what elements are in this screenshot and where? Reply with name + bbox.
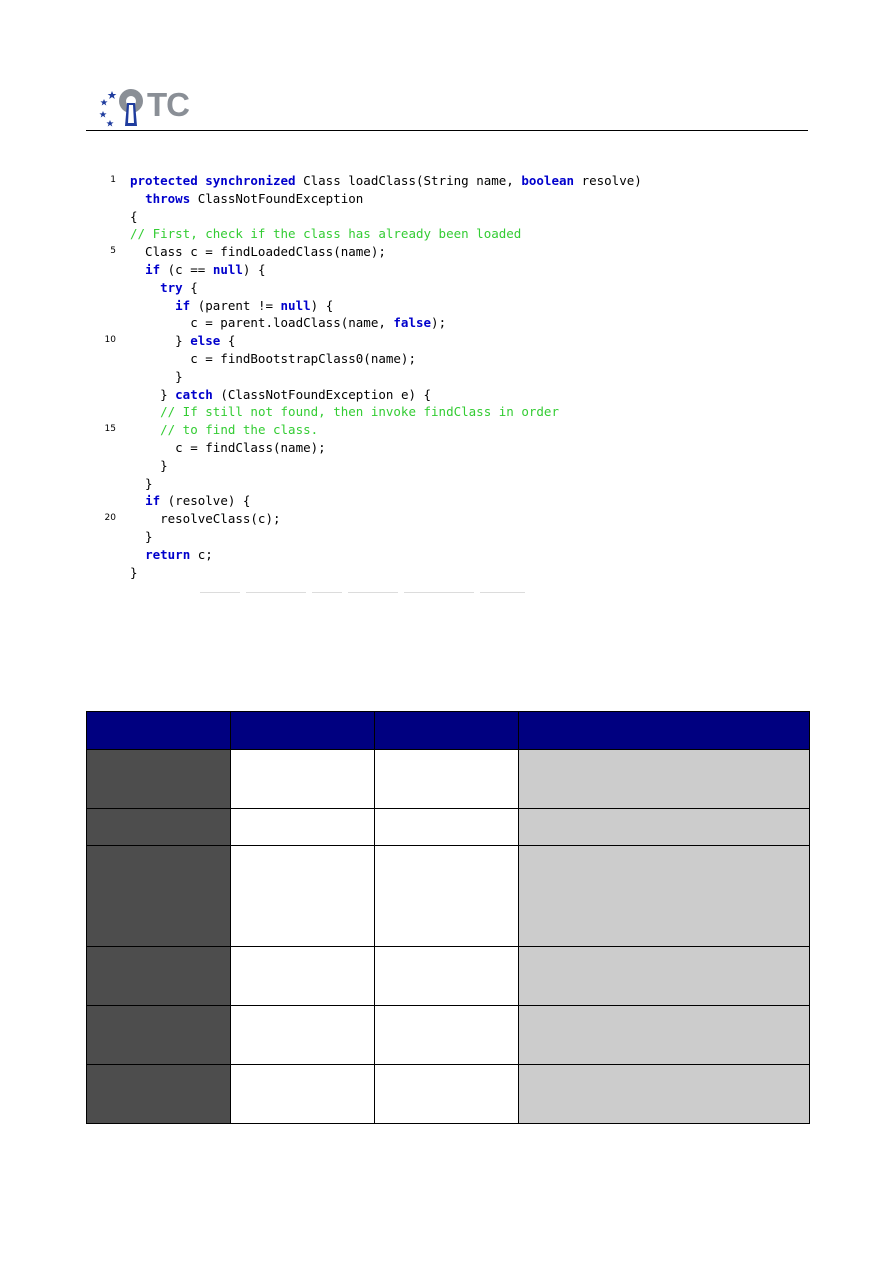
code-line [100,510,720,528]
table-cell [231,750,375,809]
code-text [130,510,281,528]
table-cell [231,846,375,947]
code-text [130,190,363,208]
table-row [87,1065,810,1124]
code-listing [100,172,720,581]
code-text [130,243,386,261]
code-line [100,421,720,439]
code-line [100,350,720,368]
code-text [130,297,333,315]
table-header-cell [231,712,375,750]
code-line [100,225,720,243]
code-keyword: else [190,333,221,349]
code-comment: // First, check if the class has already been loaded [130,226,522,242]
code-line [100,386,720,404]
code-token: (c == [160,261,213,277]
table-header-cell [519,712,810,750]
code-token: (resolve) { [160,493,251,509]
code-line [100,297,720,315]
code-token: { [130,208,138,224]
code-line [100,243,720,261]
code-token: } [130,457,168,473]
code-token [130,298,175,313]
line-number: 5 [110,246,116,257]
table-cell [519,809,810,846]
code-line [100,457,720,475]
table-row [87,846,810,947]
code-token: (ClassNotFoundException e) { [212,386,432,402]
code-keyword: false [393,315,432,331]
code-token: } [130,528,153,544]
code-token: } [130,386,176,402]
code-line [100,279,720,297]
table-header-cell [375,712,519,750]
code-line [100,314,720,332]
code-token: } [130,564,138,580]
code-keyword: if [175,297,191,313]
code-comment: // If still not found, then invoke findClass in order [160,404,559,420]
code-token: resolve) [574,173,642,188]
table-row [87,750,810,809]
table-cell [375,846,519,947]
code-token: ) { [310,297,334,313]
code-text [130,368,183,386]
keyhole-stars-logo-icon [98,86,148,128]
code-keyword: if [145,261,161,277]
code-text [130,172,642,190]
table-row [87,1006,810,1065]
code-token: { [182,279,198,295]
code-line [100,208,720,226]
code-keyword: try [160,279,183,295]
table-cell [87,750,231,809]
code-text [130,261,266,279]
table-cell [375,750,519,809]
code-text [130,279,198,297]
code-line [100,332,720,350]
page-header [86,84,808,131]
code-text [130,457,168,475]
code-text [130,421,318,439]
table-cell [87,846,231,947]
table-cell [375,947,519,1006]
code-line [100,528,720,546]
table-row [87,947,810,1006]
code-text [130,475,153,493]
table-cell [375,1006,519,1065]
code-token: ClassNotFoundException [190,190,364,206]
code-token: } [130,333,191,349]
code-text [130,350,416,368]
table-cell [231,947,375,1006]
itc-logo [98,86,198,128]
code-token: c = parent.loadClass(name, [130,315,394,331]
code-token [130,422,160,437]
code-text [130,403,559,421]
code-line [100,261,720,279]
code-line [100,172,720,190]
logo-text: TC [147,86,189,123]
table-cell [87,1065,231,1124]
code-keyword: catch [175,386,213,402]
table-cell [519,1065,810,1124]
code-text [130,492,250,510]
code-token: ) { [242,261,266,277]
table-header-row [87,712,810,750]
code-token: c = findBootstrapClass0(name); [130,350,416,366]
table-cell [231,1006,375,1065]
table-cell [519,1006,810,1065]
line-number: 1 [110,175,116,185]
code-keyword: throws [145,190,191,206]
code-text [130,528,153,546]
table-row [87,809,810,846]
code-keyword: null [280,297,311,313]
code-token: Class c = findLoadedClass(name); [130,244,386,260]
code-token: (parent != [190,297,281,313]
table-cell [231,1065,375,1124]
code-line [100,190,720,208]
code-text [130,314,446,332]
line-number: 10 [104,335,116,346]
code-keyword: null [212,261,243,277]
code-keyword: boolean [521,173,575,188]
code-line [100,439,720,457]
code-line [100,546,720,564]
table-header-cell [87,712,231,750]
code-token: { [220,333,236,349]
code-keyword: protected synchronized [130,173,296,188]
code-line [100,475,720,493]
faint-caption-artifact [200,585,620,593]
code-token: c = findClass(name); [130,439,326,455]
table-cell [87,1006,231,1065]
code-token: resolveClass(c); [130,511,281,527]
table-cell [375,809,519,846]
table-cell [231,809,375,846]
code-token: c; [190,546,213,562]
code-keyword: return [145,546,191,562]
code-text [130,564,138,582]
table-cell [375,1065,519,1124]
code-token [130,404,160,419]
code-text [130,439,326,457]
code-token [130,493,145,508]
code-token: Class loadClass(String name, [295,173,522,188]
code-token: } [130,368,183,384]
table-cell [519,750,810,809]
table-cell [519,947,810,1006]
line-number: 20 [104,513,116,524]
code-line [100,403,720,421]
code-token: } [130,475,153,491]
code-keyword: if [145,493,161,509]
code-token [130,547,145,562]
code-text [130,546,213,564]
table-cell [87,809,231,846]
code-comment: // to find the class. [160,422,319,438]
line-number: 15 [104,424,116,435]
code-line [100,368,720,386]
code-token [130,191,145,206]
code-line [100,564,720,582]
code-text [130,386,431,404]
code-token: ); [431,315,447,331]
code-token [130,280,160,295]
code-text [130,332,235,350]
code-line [100,492,720,510]
code-text [130,208,138,226]
table-cell [87,947,231,1006]
summary-table [86,711,810,1124]
code-token [130,262,145,277]
table-cell [519,846,810,947]
code-text [130,225,521,243]
